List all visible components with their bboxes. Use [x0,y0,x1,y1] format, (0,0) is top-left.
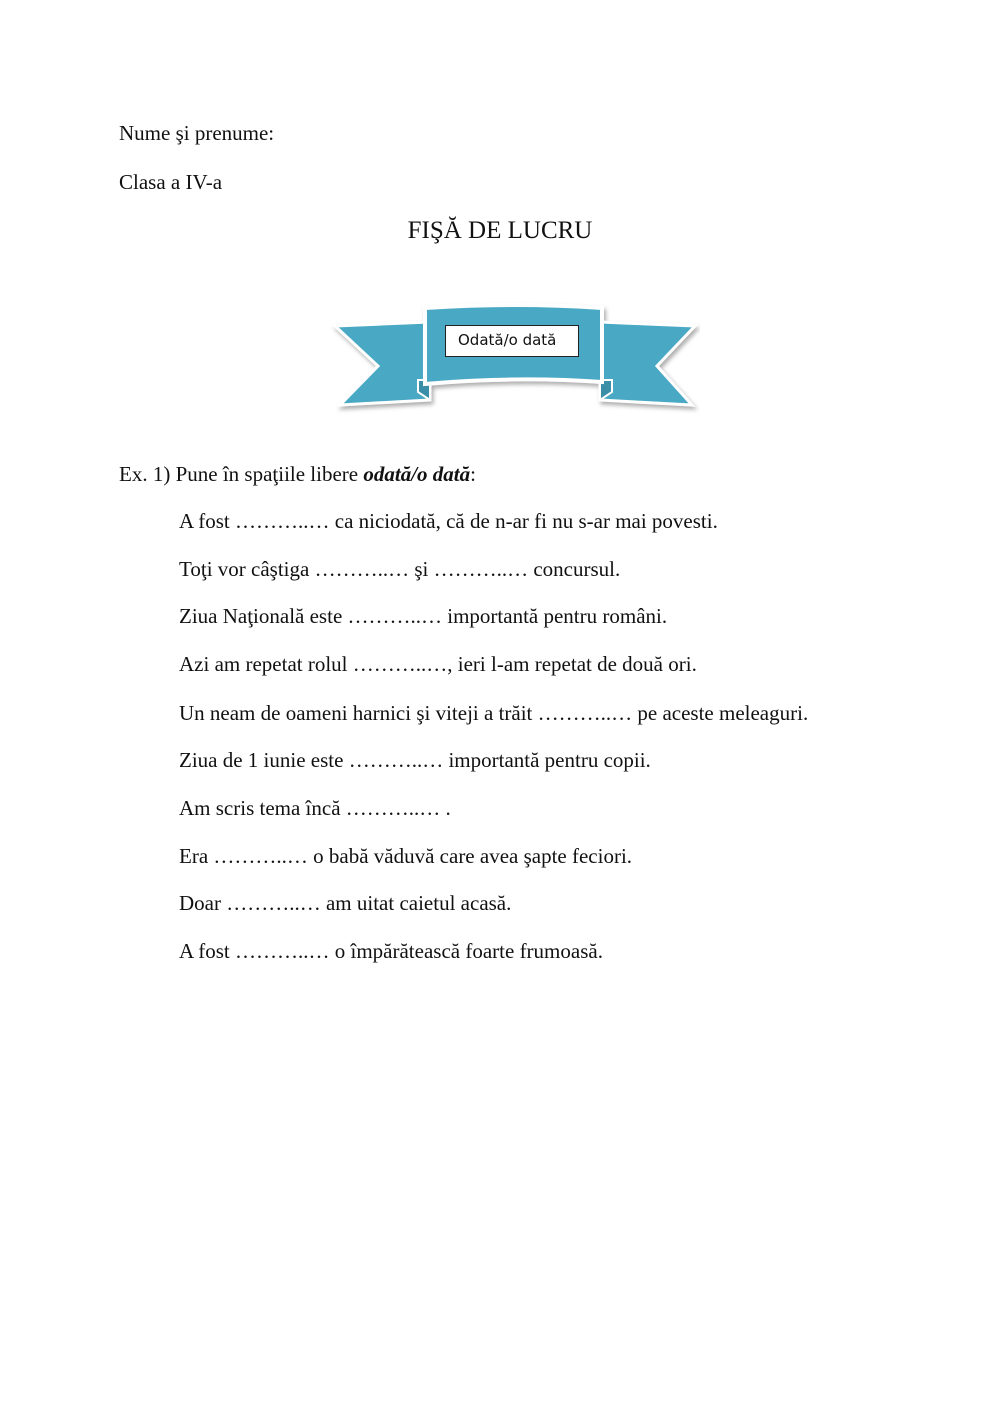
sentence-8: Era ………..… o babă văduvă care avea şapte feciori. [179,844,633,868]
page-title: FIŞĂ DE LUCRU [407,217,593,244]
sentence-6: Ziua de 1 iunie este ………..… importantă pentru copii. [179,748,651,772]
sentence-2: Toţi vor câştiga ………..… şi ………..… concursul. [179,557,621,581]
sentence-10: A fost ………..… o împărătească foarte frumoasă. [179,939,603,963]
exercise-emphasis: odată/o dată [363,462,471,486]
name-label: Nume şi prenume: [119,121,275,145]
sentence-4: Azi am repetat rolul ………..…, ieri l-am repetat de două ori. [179,652,697,676]
sentence-1: A fost ………..… ca niciodată, că de n-ar fi nu s-ar mai povesti. [179,509,718,533]
ribbon-banner [330,300,700,418]
sentence-5: Un neam de oameni harnici şi viteji a trăit ………..… pe aceste meleaguri. [179,701,809,725]
ribbon-right-tail [600,322,695,405]
sentence-7: Am scris tema încă ………..… . [179,796,451,820]
banner-label: Odată/o dată [445,325,579,357]
class-label: Clasa a IV-a [119,170,223,194]
sentence-3: Ziua Naţională este ………..… importantă pentru români. [179,604,668,628]
exercise-heading [119,461,476,487]
exercise-suffix: : [470,462,476,486]
sentence-9: Doar ………..… am uitat caietul acasă. [179,891,512,915]
exercise-prefix: Ex. 1) Pune în spaţiile libere [119,462,364,486]
ribbon-left-tail [335,322,430,405]
